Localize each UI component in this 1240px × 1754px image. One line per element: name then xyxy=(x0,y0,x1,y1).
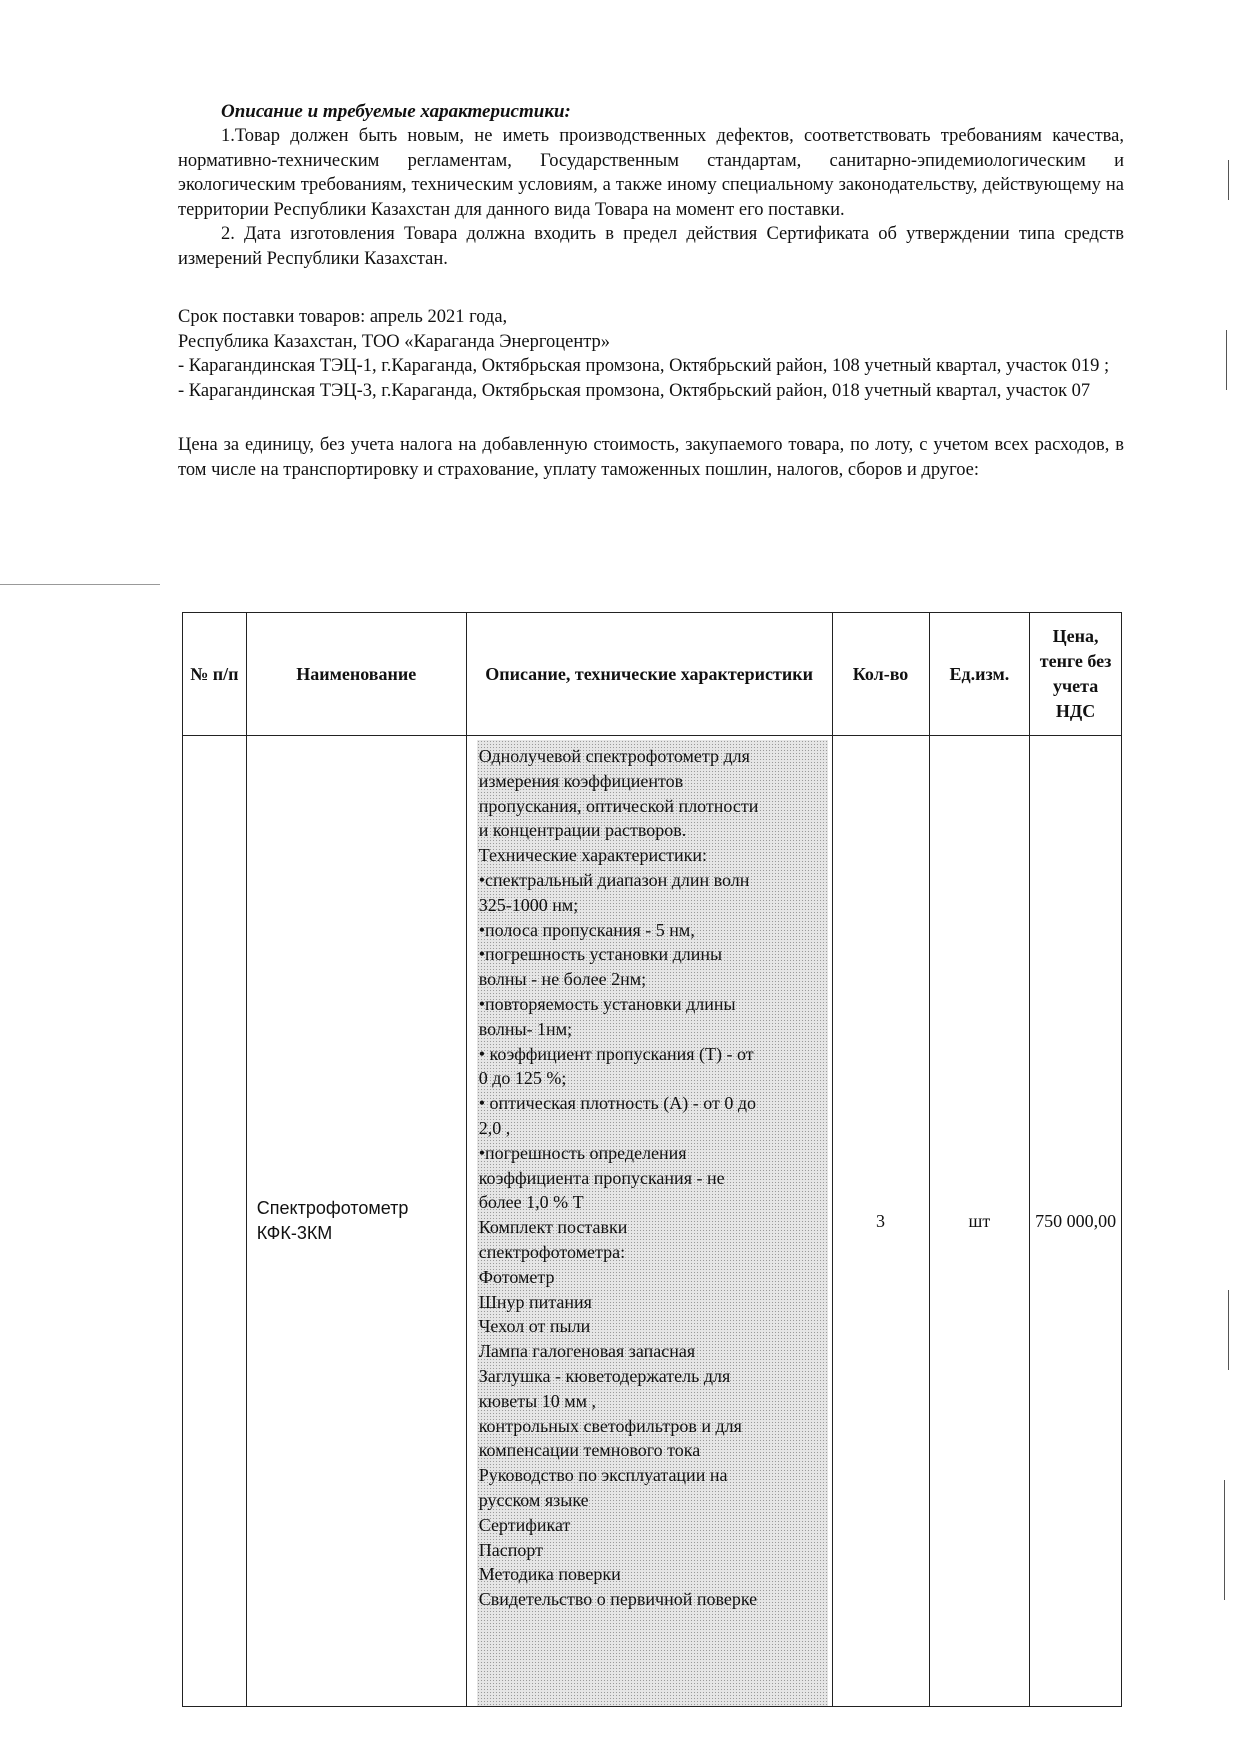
table-row xyxy=(183,736,1122,1707)
description-line: Свидетельство о первичной поверке xyxy=(478,1589,758,1610)
description-line: • оптическая плотность (А) - от 0 до xyxy=(478,1093,757,1114)
description-line: Паспорт xyxy=(478,1539,543,1560)
cell-description xyxy=(466,736,832,1707)
description-line: Комплект поставки xyxy=(478,1217,628,1238)
header-quantity: Кол-во xyxy=(832,613,929,736)
delivery-address-1: - Карагандинская ТЭЦ-1, г.Караганда, Октябрьская промзона, Октябрьский район, 108 учетный квартал, участок 019 ; xyxy=(178,356,1110,376)
description-line: •повторяемость установки длины xyxy=(478,993,736,1014)
description-line: более 1,0 % Т xyxy=(478,1192,584,1213)
description-line: 0 до 125 %; xyxy=(478,1068,567,1089)
price-note: Цена за единицу, без учета налога на добавленную стоимость, закупаемого товара, по лоту, с учетом всех расходов, в том числе на транспортировку и страхование, уплату таможенных пошлин, налогов, сборов и другое: xyxy=(178,435,1124,480)
header-price: Цена, тенге без учета НДС xyxy=(1030,613,1122,736)
description-line: пропускания, оптической плотности xyxy=(478,795,759,816)
cell-quantity: 3 xyxy=(832,736,929,1707)
requirement-paragraph-2: 2. Дата изготовления Товара должна входить в предел действия Сертификата об утверждении типа средств измерений Республики Казахстан. xyxy=(178,224,1124,269)
description-line: и концентрации растворов. xyxy=(478,820,687,841)
scan-artifact xyxy=(1224,1480,1225,1600)
description-line: Чехол от пыли xyxy=(478,1316,591,1337)
document-page xyxy=(178,100,1124,482)
description-line: 325-1000 нм; xyxy=(478,894,579,915)
description-line: Руководство по эксплуатации на xyxy=(478,1465,728,1486)
description-text xyxy=(477,740,828,1706)
delivery-address-2: - Карагандинская ТЭЦ-3, г.Караганда, Октябрьская промзона, Октябрьский район, 018 учетный квартал, участок 07 xyxy=(178,380,1091,401)
cell-name: Спектрофотометр КФК-3КМ xyxy=(246,736,466,1707)
description-line: •полоса пропускания - 5 нм, xyxy=(478,919,695,940)
scan-artifact xyxy=(1228,160,1229,200)
table-header-row xyxy=(183,613,1122,736)
description-line: Однолучевой спектрофотометр для xyxy=(478,746,750,766)
scan-artifact xyxy=(0,584,160,585)
description-line: Лампа галогеновая запасная xyxy=(478,1341,696,1362)
description-line: волны- 1нм; xyxy=(478,1018,573,1039)
description-line: Сертификат xyxy=(478,1514,571,1535)
cell-number xyxy=(183,736,247,1707)
section-heading: Описание и требуемые характеристики: xyxy=(221,101,571,122)
scan-artifact xyxy=(1228,1290,1229,1370)
description-line: спектрофотометра: xyxy=(478,1241,626,1262)
description-line: •погрешность установки длины xyxy=(478,944,723,965)
scan-artifact xyxy=(1226,330,1227,390)
description-line: Методика поверки xyxy=(478,1564,621,1585)
description-line: русском языке xyxy=(478,1489,589,1510)
delivery-term: Срок поставки товаров: апрель 2021 года, xyxy=(178,307,508,327)
description-line: Фотометр xyxy=(478,1266,555,1287)
header-description: Описание, технические характеристики xyxy=(466,613,832,736)
description-line: Заглушка - кюветодержатель для xyxy=(478,1365,731,1386)
description-line: •погрешность определения xyxy=(478,1142,687,1163)
description-line: Шнур питания xyxy=(478,1291,592,1312)
delivery-company: Республика Казахстан, ТОО «Караганда Энергоцентр» xyxy=(178,331,611,352)
requirement-paragraph-1: 1.Товар должен быть новым, не иметь производственных дефектов, соответствовать требованиям качества, нормативно-техническим регламентам, Государственным стандартам, санитарно-эпидемиологическим и экологическим требованиям, техническим условиям, а также иному специальному законодательству, действующему на территории Республики Казахстан для данного вида Товара на момент его поставки. xyxy=(178,126,1124,220)
delivery-block xyxy=(178,305,1124,403)
description-line: 2,0 , xyxy=(478,1117,511,1138)
description-line: компенсации темнового тока xyxy=(478,1440,701,1461)
cell-price: 750 000,00 xyxy=(1030,736,1122,1707)
cell-unit: шт xyxy=(929,736,1030,1707)
description-line: Технические характеристики: xyxy=(478,845,707,866)
description-line: волны - не более 2нм; xyxy=(478,969,647,990)
description-line: кюветы 10 мм , xyxy=(478,1390,597,1411)
header-number: № п/п xyxy=(183,613,247,736)
header-unit: Ед.изм. xyxy=(929,613,1030,736)
description-line: измерения коэффициентов xyxy=(478,770,684,791)
specification-table xyxy=(182,612,1122,1707)
description-line: контрольных светофильтров и для xyxy=(478,1415,742,1436)
description-line: • коэффициент пропускания (Т) - от xyxy=(478,1043,754,1064)
description-line: •спектральный диапазон длин волн xyxy=(478,869,750,890)
description-line: коэффициента пропускания - не xyxy=(478,1167,725,1188)
header-name: Наименование xyxy=(246,613,466,736)
